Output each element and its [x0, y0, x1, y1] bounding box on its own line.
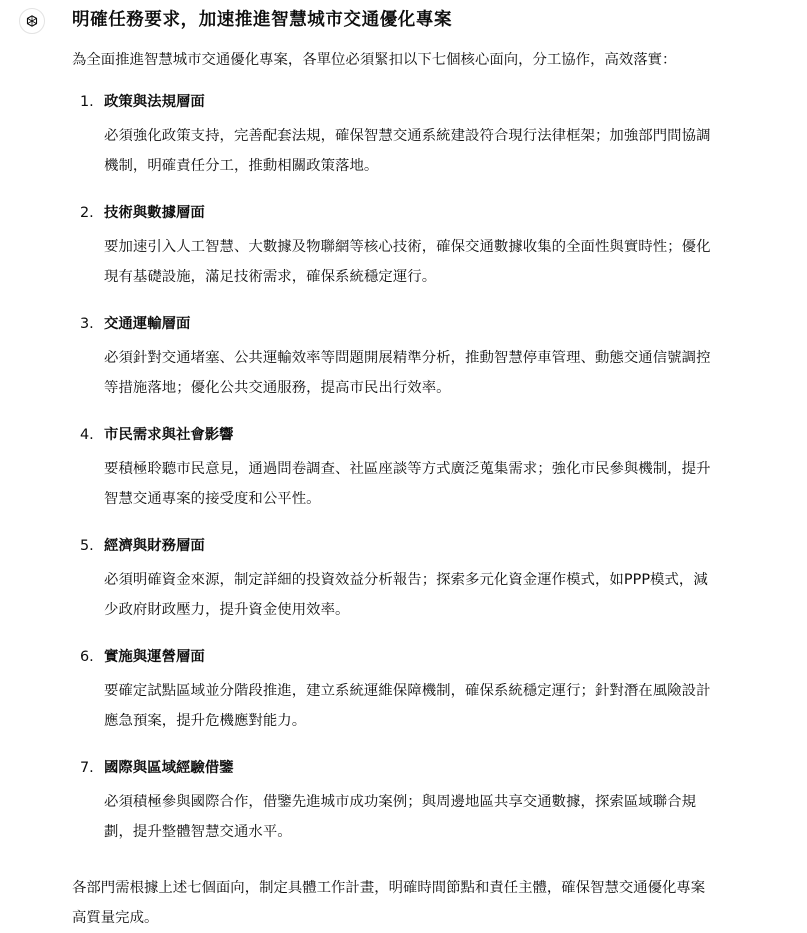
summary-line: 各部門需根據上述七個面向，制定具體工作計畫，明確時間節點和責任主體，確保智慧交通優化專案: [72, 880, 706, 896]
list-item-title: 實施與運營層面: [104, 649, 205, 665]
core-aspects-list: [72, 88, 782, 847]
list-item-description: [104, 121, 782, 181]
list-item-number: 4.: [80, 427, 94, 443]
list-item-description: [104, 676, 782, 736]
list-item-number: 3.: [80, 316, 94, 332]
description-line: 應急預案，提升危機應對能力。: [104, 713, 307, 729]
description-line: 必須積極參與國際合作，借鑒先進城市成功案例；與周邊地區共享交通數據，探索區域聯合規: [104, 794, 697, 810]
description-line: 要加速引入人工智慧、大數據及物聯網等核心技術，確保交通數據收集的全面性與實時性；優化: [104, 239, 711, 255]
list-item-title: 政策與法規層面: [104, 94, 205, 110]
list-item-number: 2.: [80, 205, 94, 221]
list-item-title: 國際與區域經驗借鑒: [104, 760, 234, 776]
list-item-number: 7.: [80, 760, 94, 776]
list-item-number: 1.: [80, 94, 94, 110]
description-line: 機制，明確責任分工，推動相關政策落地。: [104, 158, 379, 174]
list-item: [72, 754, 782, 847]
summary-line: 高質量完成。: [72, 910, 159, 926]
description-line: 要積極聆聽市民意見，通過問卷調查、社區座談等方式廣泛蒐集需求；強化市民參與機制，提升: [104, 461, 711, 477]
list-item-number: 5.: [80, 538, 94, 554]
message-intro: 為全面推進智慧城市交通優化專案，各單位必須緊扣以下七個核心面向，分工協作，高效落實：: [72, 52, 677, 68]
message-summary: [72, 873, 782, 933]
assistant-message: [72, 0, 782, 933]
list-item-number: 6.: [80, 649, 94, 665]
description-line: 智慧交通專案的接受度和公平性。: [104, 491, 321, 507]
list-item: [72, 199, 782, 292]
list-item: [72, 421, 782, 514]
description-line: 要確定試點區域並分階段推進，建立系統運維保障機制，確保系統穩定運行；針對潛在風險設計: [104, 683, 711, 699]
list-item: [72, 88, 782, 181]
assistant-avatar: [19, 8, 45, 34]
message-title: 明確任務要求，加速推進智慧城市交通優化專案: [72, 10, 453, 30]
description-line: 必須針對交通堵塞、公共運輸效率等問題開展精準分析，推動智慧停車管理、動態交通信號調控: [104, 350, 711, 366]
description-line: 等措施落地；優化公共交通服務，提高市民出行效率。: [104, 380, 451, 396]
description-line: 必須明確資金來源，制定詳細的投資效益分析報告；探索多元化資金運作模式，如PPP模式，減: [104, 572, 708, 588]
description-line: 現有基礎設施，滿足技術需求，確保系統穩定運行。: [104, 269, 437, 285]
list-item-title: 技術與數據層面: [104, 205, 205, 221]
list-item-description: [104, 232, 782, 292]
openai-logo-icon: [24, 13, 40, 29]
list-item: [72, 310, 782, 403]
list-item-description: [104, 565, 782, 625]
list-item: [72, 643, 782, 736]
list-item: [72, 532, 782, 625]
description-line: 劃，提升整體智慧交通水平。: [104, 824, 292, 840]
list-item-title: 交通運輸層面: [104, 316, 191, 332]
list-item-description: [104, 454, 782, 514]
description-line: 必須強化政策支持，完善配套法規，確保智慧交通系統建設符合現行法律框架；加強部門間協調: [104, 128, 711, 144]
list-item-title: 經濟與財務層面: [104, 538, 205, 554]
list-item-description: [104, 343, 782, 403]
list-item-title: 市民需求與社會影響: [104, 427, 234, 443]
description-line: 少政府財政壓力，提升資金使用效率。: [104, 602, 350, 618]
list-item-description: [104, 787, 782, 847]
